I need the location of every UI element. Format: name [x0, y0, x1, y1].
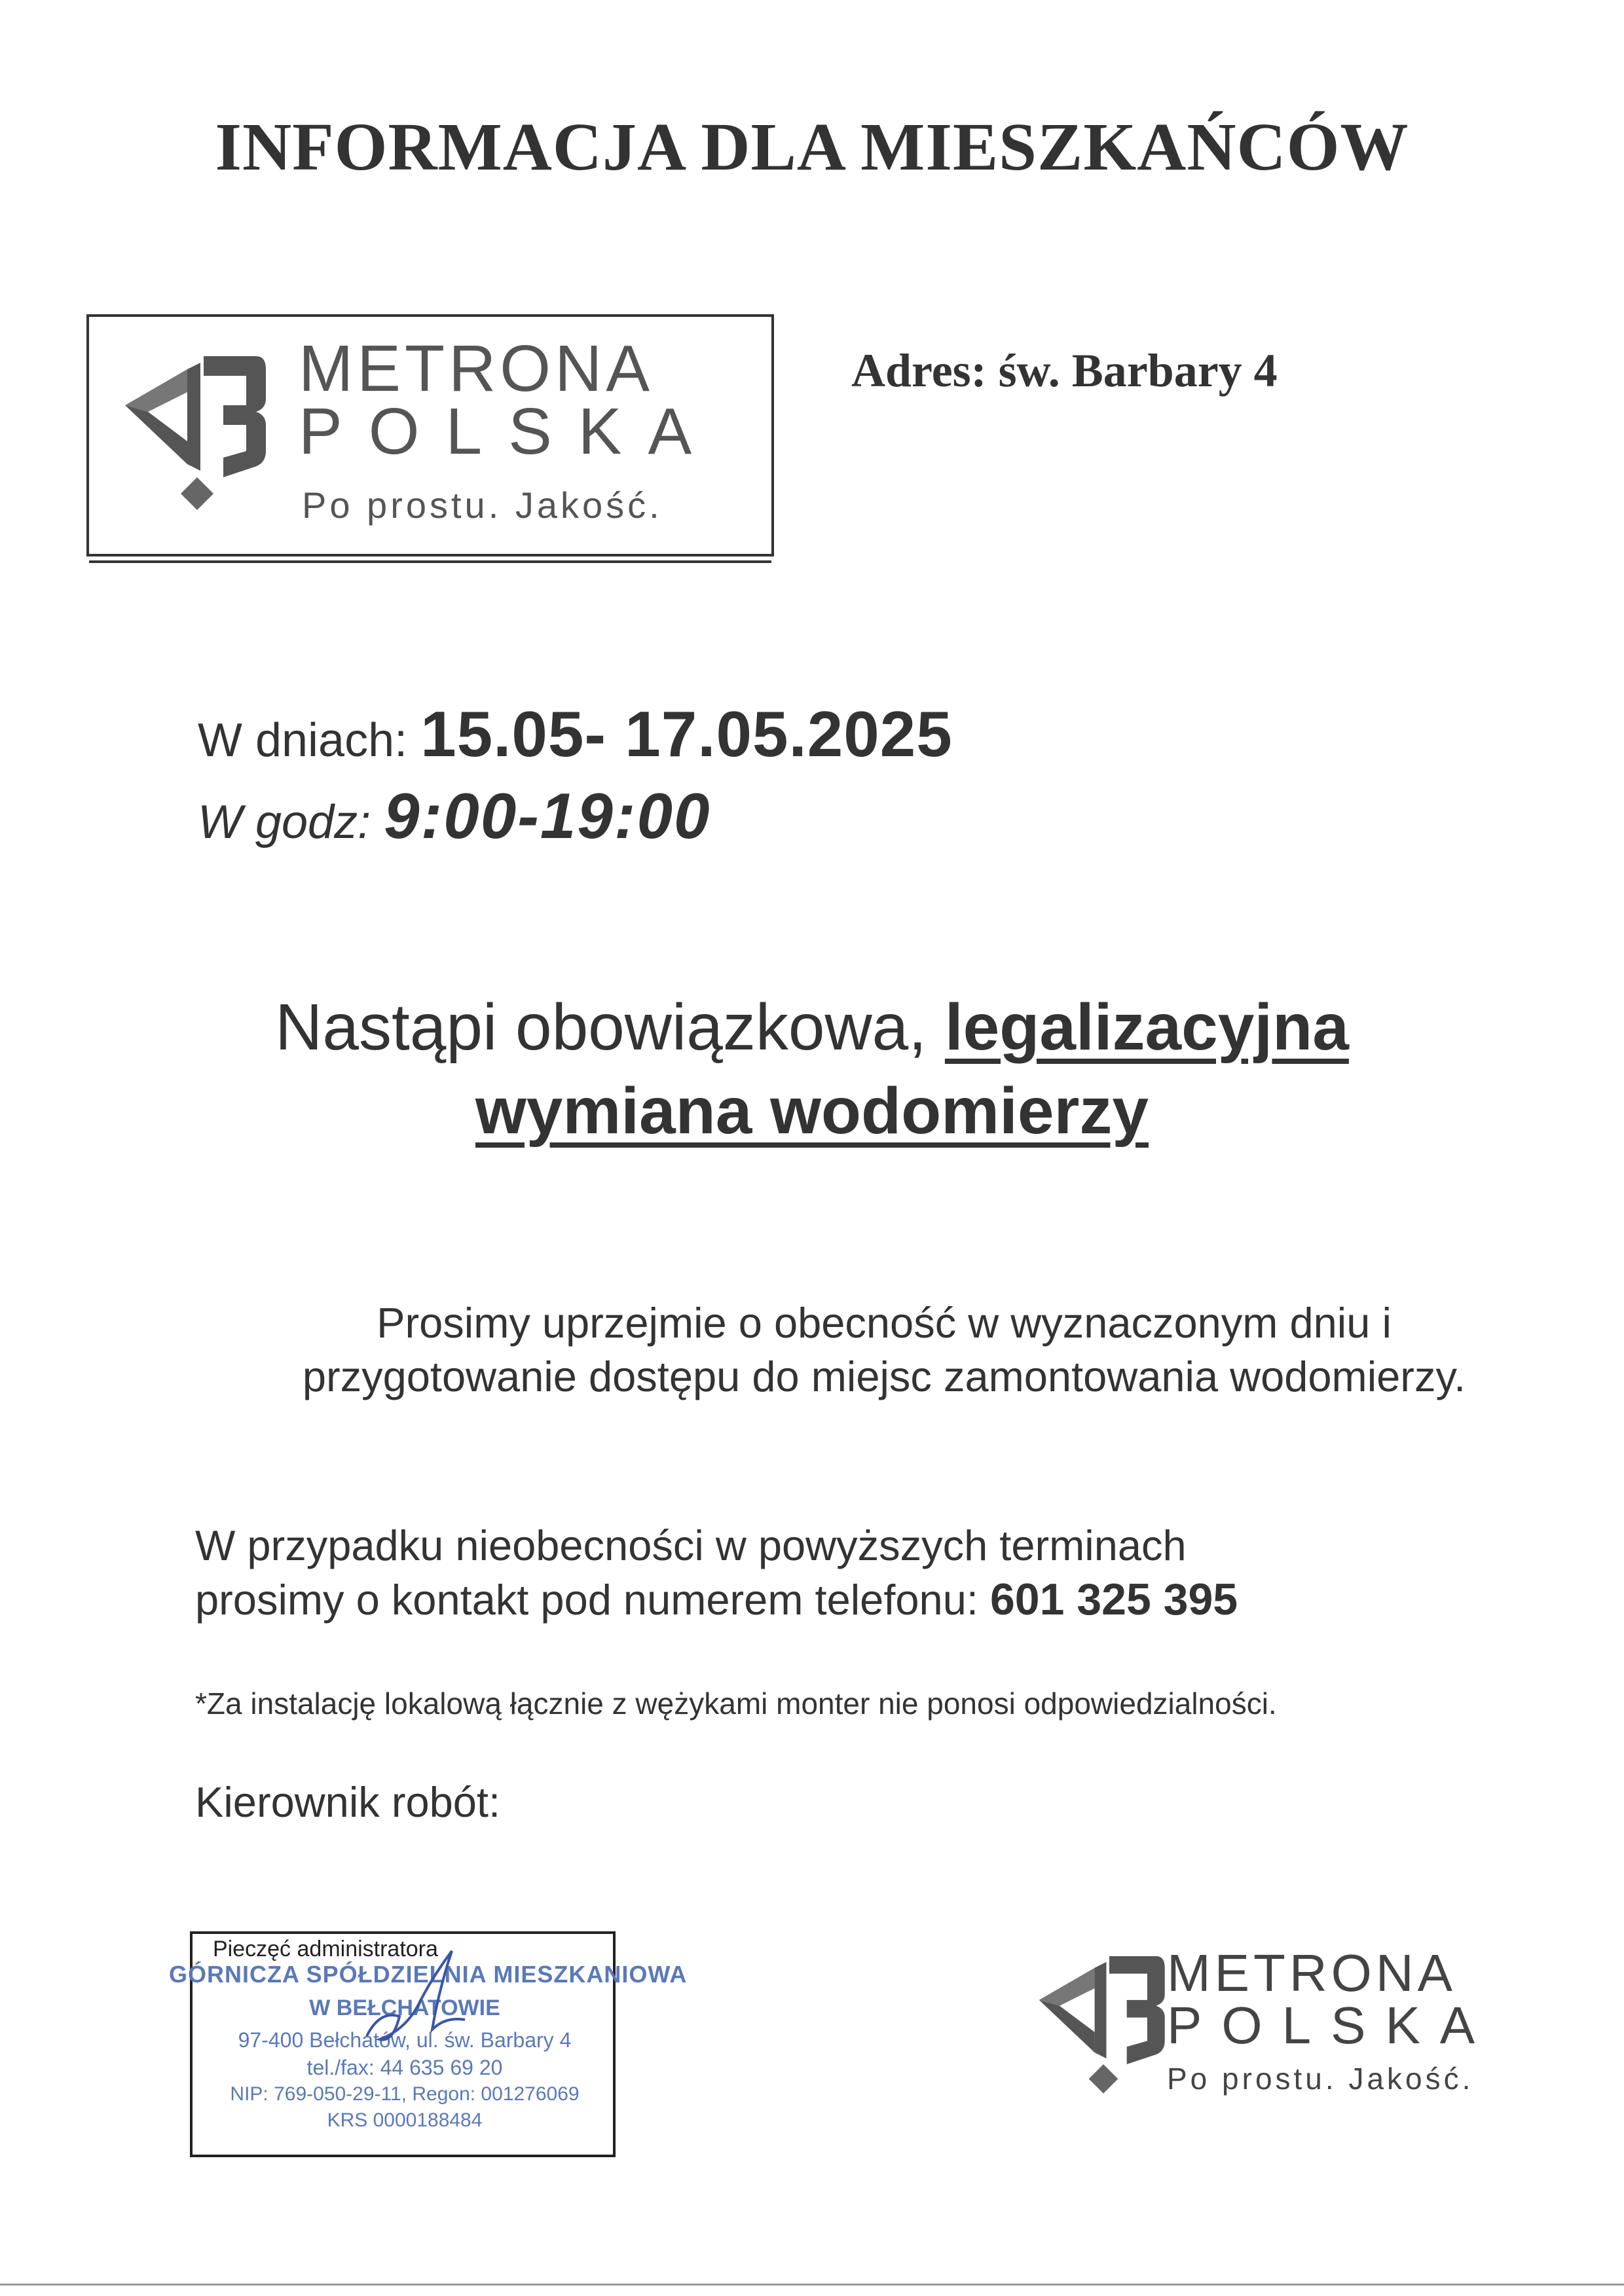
bottom-rule: [0, 2284, 1624, 2286]
hours-label: W godz:: [198, 796, 371, 848]
metrona-logo-icon: [125, 343, 269, 526]
logo-line-1: METRONA: [299, 332, 654, 405]
hours-value: 9:00-19:00: [384, 780, 711, 852]
phone-number: 601 325 395: [989, 1575, 1238, 1624]
dates-value: 15.05- 17.05.2025: [420, 698, 953, 770]
logo-line-2: POLSKA: [299, 395, 718, 468]
headline-underlined-2: wymiana wodomierzy: [475, 1074, 1149, 1148]
paragraph-presence: Prosimy uprzejmie o obecność w wyznaczonym dniu i przygotowanie dostępu do miejsc zamontowania wodomierzy.: [302, 1299, 1466, 1400]
stamp-line-5: NIP: 769-050-29-11, Regon: 001276069: [230, 2083, 580, 2105]
stamp-label: Pieczęć administratora: [213, 1937, 438, 1961]
logo-box: [86, 314, 774, 556]
paragraph-contact-line-2: [195, 1573, 1238, 1627]
paragraph-contact-text: prosimy o kontakt pod numerem telefonu:: [195, 1576, 978, 1624]
page-title: INFORMACJA DLA MIESZKAŃCÓW: [215, 109, 1409, 185]
bottom-logo-line-1: METRONA: [1167, 1944, 1456, 2002]
signature-icon: [354, 1938, 485, 2069]
footnote: *Za instalację lokalową łącznie z wężykami monter nie ponosi odpowiedzialności.: [195, 1686, 1277, 1721]
paragraph-contact-line-1: W przypadku nieobecności w powyższych terminach: [195, 1522, 1187, 1569]
dates-label: W dniach:: [198, 714, 408, 767]
paragraph-contact: [195, 1519, 1238, 1627]
metrona-logo-icon-bottom: [1038, 1944, 1169, 2108]
stamp-line-3: 97-400 Bełchatów, ul. św. Barbary 4: [238, 2028, 572, 2052]
headline: [0, 985, 1624, 1153]
stamp-line-4: tel./fax: 44 635 69 20: [306, 2056, 503, 2079]
stamp-line-1: GÓRNICZA SPÓŁDZIELNIA MIESZKANIOWA: [169, 1961, 688, 1988]
logo-tagline: Po prostu. Jakość.: [302, 484, 663, 526]
headline-underlined-1: legalizacyjna: [944, 991, 1349, 1064]
bottom-logo-line-2: POLSKA: [1167, 1996, 1495, 2054]
address: Adres: św. Barbary 4: [851, 344, 1278, 397]
bottom-logo-tagline: Po prostu. Jakość.: [1167, 2062, 1474, 2096]
dates-line: [198, 697, 953, 771]
headline-plain: Nastąpi obowiązkowa,: [275, 991, 927, 1064]
stamp-line-6: KRS 0000188484: [327, 2109, 483, 2131]
stamp-line-2: W BEŁCHATOWIE: [309, 1995, 500, 2020]
manager-label: Kierownik robót:: [195, 1778, 501, 1826]
hours-line: [198, 779, 711, 853]
